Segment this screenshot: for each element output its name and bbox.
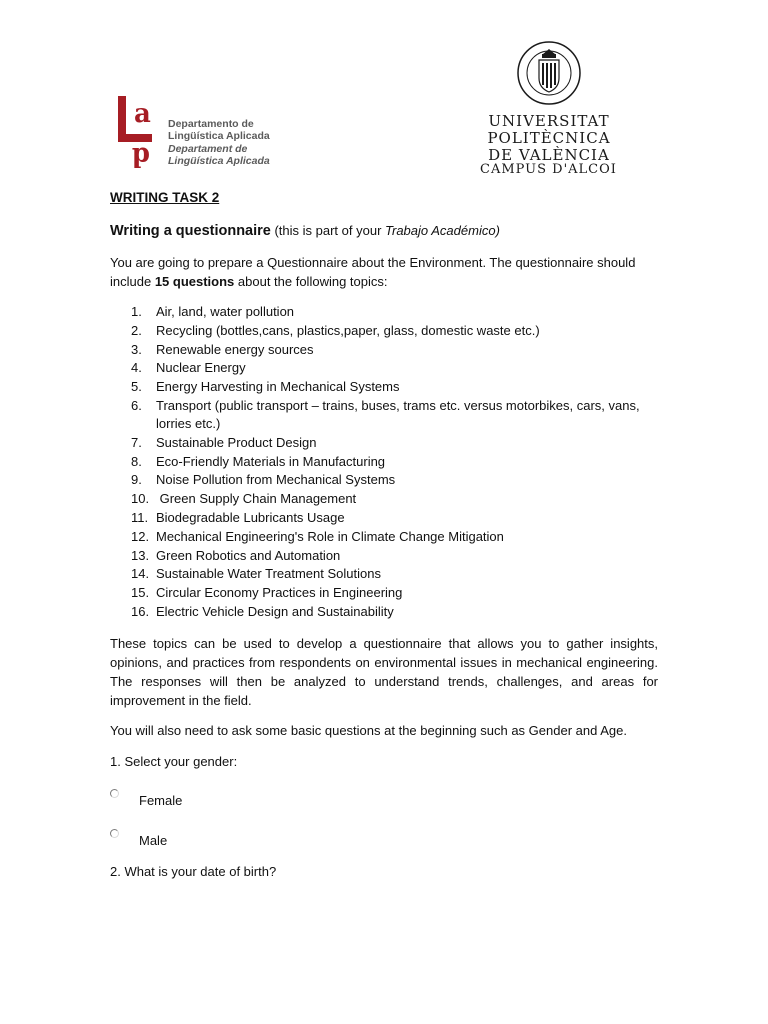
- list-item-text: Circular Economy Practices in Engineering: [156, 585, 403, 601]
- svg-text:d: d: [131, 141, 150, 171]
- list-item: [110, 322, 658, 340]
- list-item-number: 13.: [131, 547, 150, 563]
- list-item-text: Eco-Friendly Materials in Manufacturing: [156, 453, 386, 469]
- heading-note-italic: Trabajo Académico): [385, 223, 500, 238]
- list-item-text: Recycling (bottles,cans, plastics,paper, glass, domestic waste etc.): [156, 322, 540, 338]
- upv-name-line-2: POLITÈCNICA: [487, 129, 611, 147]
- list-item-number: 5.: [131, 379, 142, 395]
- summary-paragraph: These topics can be used to develop a questionnaire that allows you to gather insights, opinions, and practices from respondents on environmental issues in mechanical engineering. The responses will then be analyzed to understand trends, challenges, and areas for improvement in the field.: [110, 636, 658, 708]
- list-item: [110, 453, 658, 471]
- list-item-text: Green Robotics and Automation: [156, 547, 341, 563]
- radio-circle-icon[interactable]: [110, 829, 119, 838]
- list-item-text: Noise Pollution from Mechanical Systems: [156, 472, 396, 488]
- list-item-number: 9.: [131, 472, 142, 488]
- dla-name-es-line-2: Lingüística Aplicada: [168, 130, 270, 142]
- radio-circle-icon[interactable]: [110, 789, 119, 798]
- topics-list: [110, 303, 658, 622]
- list-item: [110, 490, 658, 508]
- question-2-label: 2. What is your date of birth?: [110, 864, 277, 879]
- heading-note: [271, 223, 500, 238]
- list-item: [110, 603, 658, 621]
- list-item: [110, 584, 658, 602]
- dla-name-ca-line-1: Departament de: [168, 143, 248, 155]
- upv-campus: CAMPUS D'ALCOI: [480, 162, 617, 177]
- dla-name-valencian: [168, 143, 270, 167]
- list-item-text: Mechanical Engineering's Role in Climate Change Mitigation: [156, 528, 504, 544]
- list-item-text: Sustainable Water Treatment Solutions: [156, 566, 381, 582]
- intro-paragraph: [110, 254, 658, 291]
- dla-name-es-line-1: Departamento de: [168, 118, 254, 130]
- list-item: [110, 565, 658, 583]
- list-item-text: Sustainable Product Design: [156, 434, 317, 450]
- list-item-text: Renewable energy sources: [156, 341, 314, 357]
- list-item-number: 14.: [131, 566, 150, 582]
- upv-seal-icon: [516, 40, 582, 106]
- heading-main: Writing a questionnaire: [110, 223, 271, 239]
- dla-logo: [112, 88, 282, 174]
- dla-name-spanish: [168, 118, 270, 142]
- list-item: [110, 547, 658, 565]
- intro-text-after: about the following topics:: [234, 273, 388, 289]
- basic-questions-paragraph: You will also need to ask some basic questions at the beginning such as Gender and Age.: [110, 723, 627, 738]
- list-item: [110, 303, 658, 321]
- list-item: [110, 509, 658, 527]
- list-item: [110, 397, 658, 433]
- list-item: [110, 471, 658, 489]
- radio-label-female: Female: [139, 793, 183, 808]
- list-item-text: Nuclear Energy: [156, 360, 246, 376]
- list-item: [110, 528, 658, 546]
- list-item-number: 1.: [131, 304, 142, 319]
- section-heading: [110, 222, 658, 241]
- heading-note-prefix: (this is part of your: [270, 223, 386, 238]
- list-item-number: 4.: [131, 360, 142, 376]
- list-item-text: Electric Vehicle Design and Sustainability: [156, 603, 394, 619]
- list-item: [110, 378, 658, 396]
- list-item-text: Air, land, water pollution: [156, 304, 295, 319]
- upv-logo: [474, 40, 624, 180]
- upv-name-line-3: DE VALÈNCIA: [488, 146, 610, 164]
- intro-text-before: You are going to prepare a Questionnaire about the Environment. The questionnaire should include: [110, 255, 636, 289]
- list-item-number: 10.: [131, 491, 150, 507]
- list-item-number: 16.: [131, 603, 150, 619]
- list-item-number: 7.: [131, 434, 142, 450]
- task-title: WRITING TASK 2: [110, 190, 220, 205]
- list-item-number: 2.: [131, 322, 142, 338]
- list-item-number: 15.: [131, 585, 150, 601]
- list-item: [110, 434, 658, 452]
- list-item-number: 3.: [131, 341, 142, 357]
- list-item-number: 11.: [131, 509, 149, 525]
- list-item-text: Transport (public transport – trains, buses, trams etc. versus motorbikes, cars, vans, lorries etc.): [156, 397, 640, 431]
- dla-mark-icon: [112, 88, 168, 174]
- list-item-text: Energy Harvesting in Mechanical Systems: [156, 379, 400, 395]
- list-item-text: Green Supply Chain Management: [156, 491, 357, 507]
- upv-name-line-1: UNIVERSITAT: [488, 112, 610, 130]
- dla-name-ca-line-2: Lingüística Aplicada: [168, 155, 270, 167]
- radio-label-male: Male: [139, 833, 168, 848]
- list-item: [110, 341, 658, 359]
- intro-text-bold: 15 questions: [154, 273, 235, 289]
- list-item-text: Biodegradable Lubricants Usage: [156, 509, 345, 525]
- list-item-number: 8.: [131, 453, 142, 469]
- list-item-number: 6.: [131, 397, 142, 413]
- list-item-number: 12.: [131, 528, 150, 544]
- question-1-label: 1. Select your gender:: [110, 754, 238, 769]
- list-item: [110, 359, 658, 377]
- svg-text:a: a: [134, 99, 151, 129]
